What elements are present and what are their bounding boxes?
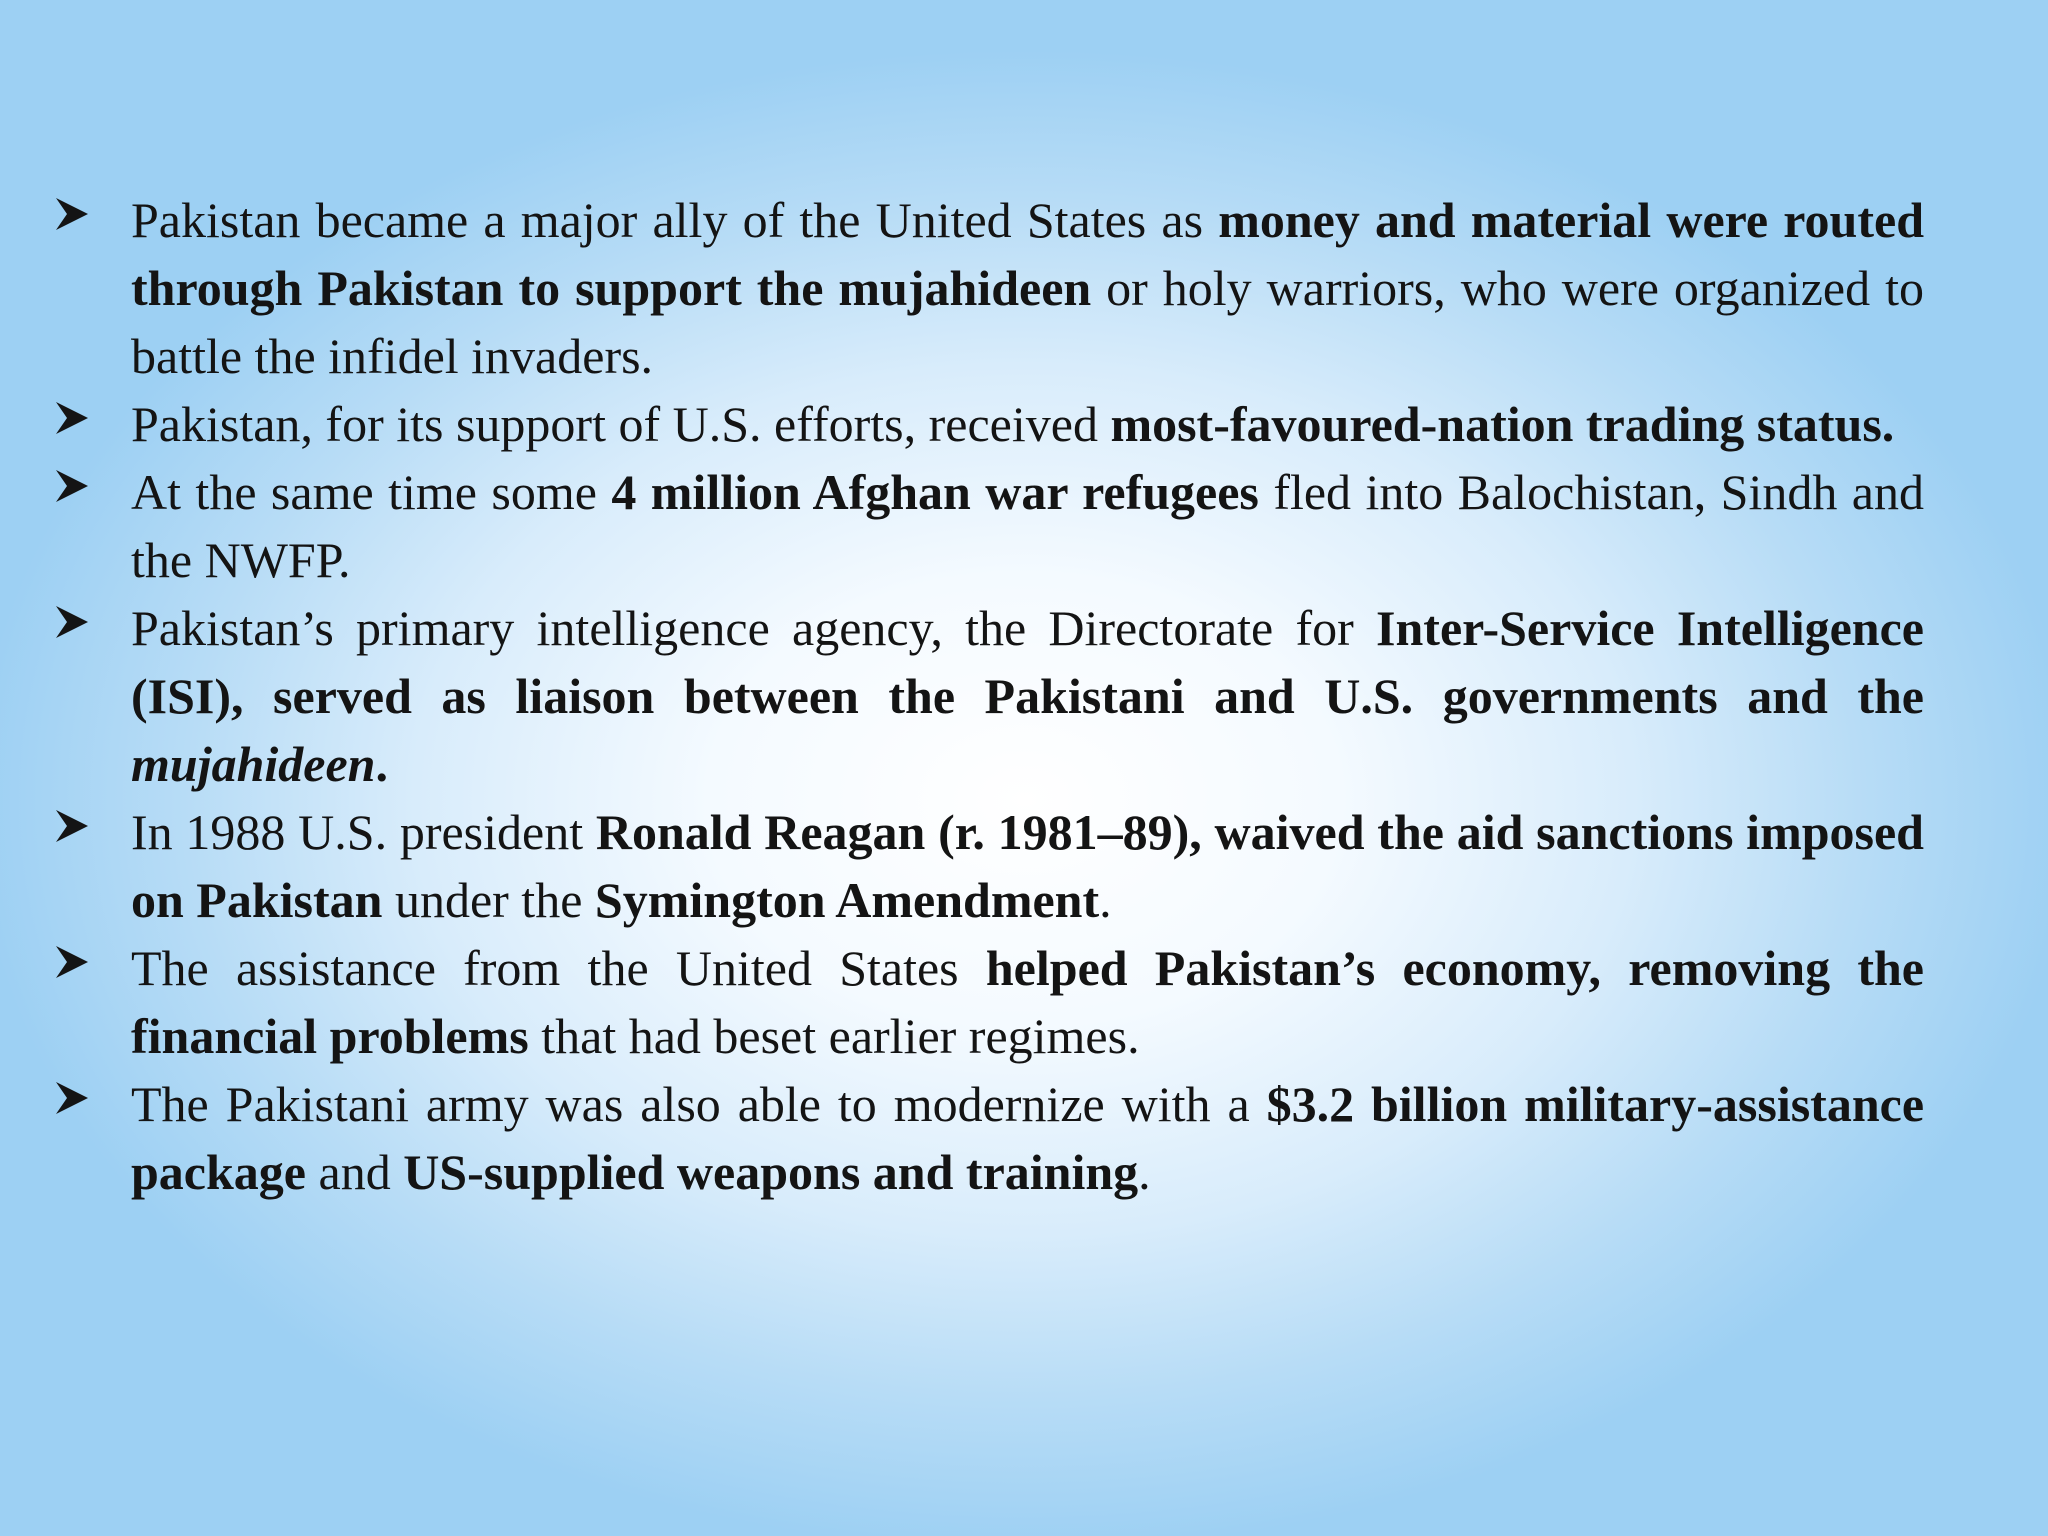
bullet-item xyxy=(54,1070,1924,1206)
bullet-text-segment: The Pakistani army was also able to modernize with a xyxy=(131,1076,1267,1132)
arrowhead-bullet-icon xyxy=(54,468,90,504)
bullet-text-segment: and xyxy=(306,1144,404,1200)
bullet-text-segment: under the xyxy=(382,872,595,928)
bullet-text-segment: Symington Amendment xyxy=(594,872,1100,928)
bullet-text-segment: . xyxy=(1138,1144,1151,1200)
bullet-list xyxy=(54,186,1924,1206)
bullet-item xyxy=(54,594,1924,798)
arrowhead-bullet-icon xyxy=(54,808,90,844)
arrowhead-bullet-icon xyxy=(54,604,90,640)
arrowhead-bullet-icon xyxy=(54,1080,90,1116)
bullet-text-segment: In 1988 U.S. president xyxy=(131,804,596,860)
bullet-text-segment: Pakistan, for its support of U.S. efforts, received xyxy=(131,396,1111,452)
bullet-item xyxy=(54,934,1924,1070)
bullet-text-segment: Pakistan became a major ally of the United States as xyxy=(131,192,1219,248)
bullet-text-segment: money and material were routed through Pakistan to support the mujahideen xyxy=(131,192,1925,316)
bullet-text-segment: or holy warriors, who were organized to battle the infidel invaders. xyxy=(131,260,1924,384)
bullet-text-segment: . xyxy=(1099,872,1112,928)
bullet-text-segment: US-supplied weapons and training xyxy=(403,1144,1139,1200)
bullet-item xyxy=(54,458,1924,594)
bullet-text-segment: mujahideen xyxy=(131,736,376,792)
bullet-item xyxy=(54,798,1924,934)
arrowhead-bullet-icon xyxy=(54,400,90,436)
bullet-text-segment: . xyxy=(375,736,388,792)
bullet-text-segment: that had beset earlier regimes. xyxy=(528,1008,1140,1064)
bullet-text-segment: Ronald Reagan (r. 1981–89), waived the aid sanctions imposed on Pakistan xyxy=(131,804,1924,928)
arrowhead-bullet-icon xyxy=(54,944,90,980)
bullet-text-segment: Inter-Service Intelligence (ISI), served as liaison between the Pakistani and U.S. governments and the xyxy=(131,600,1925,724)
bullet-text-segment: most-favoured-nation trading status. xyxy=(1110,396,1895,452)
bullet-item xyxy=(54,186,1924,390)
bullet-text-segment: The assistance from the United States xyxy=(131,940,986,996)
bullet-text-segment: fled into Balochistan, Sindh and the NWFP. xyxy=(131,464,1924,588)
bullet-text-segment: $3.2 billion military-assistance package xyxy=(131,1076,1925,1200)
arrowhead-bullet-icon xyxy=(54,196,90,232)
bullet-item xyxy=(54,390,1924,458)
bullet-text-segment: 4 million Afghan war refugees xyxy=(611,464,1259,520)
bullet-text-segment: helped Pakistan’s economy, removing the financial problems xyxy=(131,940,1924,1064)
bullet-text-segment: At the same time some xyxy=(131,464,612,520)
bullet-text-segment: Pakistan’s primary intelligence agency, the Directorate for xyxy=(131,600,1377,656)
